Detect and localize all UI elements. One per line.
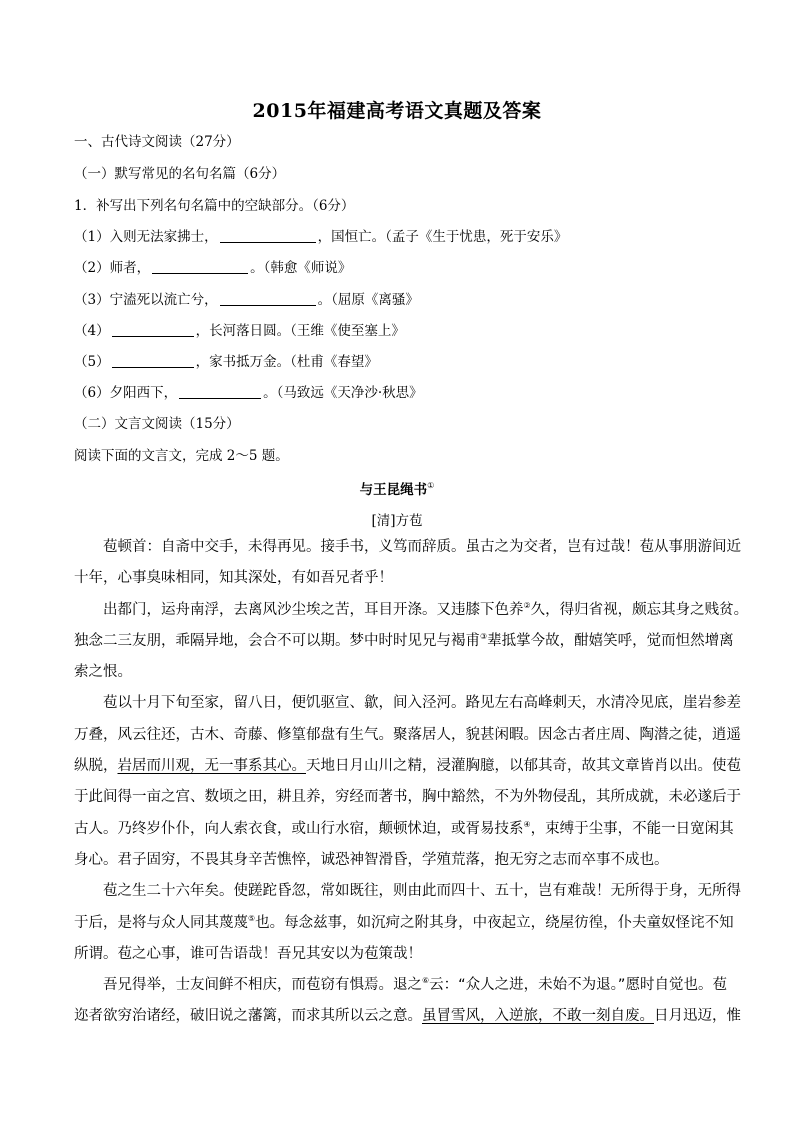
answer-blank[interactable]: [220, 291, 316, 306]
passage-title-text: 与王昆绳书: [359, 482, 428, 498]
fill-blank-post: 。（马致远《天净沙·秋思》: [263, 385, 423, 401]
text-segment: 也。每念兹事，如沉疴之附其身，中夜起立，绕屋彷徨，仆夫童奴怪诧不知: [255, 914, 734, 931]
fill-blank-post: 。（屈原《离骚》: [317, 292, 419, 308]
text-line: [74, 970, 727, 1001]
fill-blank-pre: （3）宁溘死以流亡兮，: [74, 292, 218, 308]
text-segment: 出都门，运舟南浮，去离风沙尘埃之苦，耳目开涤。又违膝下色养: [103, 601, 524, 618]
text-segment: 吾兄得举，士友间鲜不相庆，而苞窃有惧焉。退之: [103, 977, 422, 994]
text-segment: 日月迅迈，惟: [654, 1008, 741, 1025]
fill-blank-line: [74, 321, 405, 341]
fill-blank-post: ，长河落日圆。（王维《使至塞上》: [195, 323, 405, 339]
footnote-marker: ②: [523, 600, 531, 610]
fill-blank-pre: （4）: [74, 323, 110, 339]
text-segment: 久，得归省视，颇忘其身之贱贫。: [530, 601, 749, 618]
fill-blank-line: [74, 290, 419, 310]
text-segment: 于后，是将与众人同其蔑蔑: [74, 914, 248, 931]
text-line: [74, 595, 749, 626]
fill-blank-line: [74, 258, 351, 278]
text-line: [74, 626, 734, 657]
text-line: [74, 751, 741, 782]
answer-blank[interactable]: [220, 228, 316, 243]
answer-blank[interactable]: [179, 384, 261, 399]
answer-blank[interactable]: [112, 353, 194, 368]
text-segment: 纵脱，: [74, 758, 118, 775]
text-segment: 辈抵掌今故，酣嬉笑呼，觉而怛然增离: [487, 632, 734, 649]
underlined-sentence: 虽冒雪风，入逆旅，不敢一刻自废。: [422, 1008, 654, 1025]
question-1: 1．补写出下列名句名篇中的空缺部分。（6分）: [74, 198, 355, 214]
passage-body: [74, 532, 749, 1033]
passage-author: [清]方苞: [371, 513, 423, 529]
text-line: 苞之生二十六年矣。使蹉跎昏忽，常如既往，则由此而四十、五十，岂有难哉！无所得于身，无所得: [103, 883, 741, 900]
footnote-marker: ①: [427, 481, 435, 490]
answer-blank[interactable]: [152, 259, 248, 274]
text-segment: 迩者欲穷治诸经，破旧说之藩篱，而求其所以云之意。: [74, 1008, 422, 1025]
footnote-marker: ⑤: [248, 913, 256, 923]
section-heading: 一、古代诗文阅读（27分）: [74, 134, 240, 150]
text-segment: 独念二三友朋，乖隔异地，会合不可以期。梦中时时见兄与褐甫: [74, 632, 480, 649]
fill-blank-pre: （1）入则无法家拂士，: [74, 229, 218, 245]
text-line: 苞以十月下旬至家，留八日，便饥驱宣、歙，间入泾河。路见左右高峰刺天，水清冷见底，崖岩参差: [103, 695, 741, 712]
text-segment: ，束缚于尘事，不能一日宽闲其: [530, 820, 734, 837]
footnote-marker: ④: [523, 819, 531, 829]
text-line: [74, 908, 734, 939]
text-line: 十年，心事臭味相同，知其深处，有如吾兄者乎！: [74, 570, 393, 587]
text-line: 于此间得一亩之宫、数顷之田，耕且养，穷经而著书，胸中豁然，不为外物侵乱，其所成就，未必遂后于: [74, 789, 741, 806]
text-segment: 古人。乃终岁仆仆，向人索衣食，或山行水宿，颠顿怵迫，或胥易技系: [74, 820, 524, 837]
subsection-heading: （二）文言文阅读（15分）: [74, 416, 240, 432]
fill-blank-line: [74, 227, 567, 247]
page-title: 2015年福建高考语文真题及答案: [252, 100, 542, 122]
underlined-sentence: 岩居而川观，无一事系其心。: [117, 758, 306, 775]
text-line: 万叠，风云往还，古木、奇藤、修篁郁盘有生气。聚落居人，貌甚闲暇。因念古者庄周、陶潜之徒，逍遥: [74, 726, 741, 743]
text-line: 索之恨。: [74, 664, 132, 681]
text-line: [74, 814, 734, 845]
instructions: 阅读下面的文言文，完成 2～5 题。: [74, 448, 289, 464]
fill-blank-pre: （5）: [74, 354, 110, 370]
fill-blank-line: [74, 352, 378, 372]
fill-blank-post: ，家书抵万金。（杜甫《春望》: [195, 354, 378, 370]
fill-blank-post: ，国恒亡。（孟子《生于忧患，死于安乐》: [317, 229, 568, 245]
text-line: [74, 1001, 741, 1032]
text-segment: 天地日月山川之精，浸灌胸臆，以郁其奇，故其文章皆肖以出。使苞: [306, 758, 741, 775]
text-line: 苞顿首：自斋中交手，未得再见。接手书，义笃而辞质。虽古之为交者，岂有过哉！苞从事朋游间近: [103, 539, 741, 555]
footnote-marker: ③: [480, 631, 488, 641]
fill-blank-line: [74, 383, 423, 403]
footnote-marker: ⑥: [422, 976, 430, 986]
text-line: 所谓。苞之心事，谁可告语哉！吾兄其安以为苞策哉！: [74, 945, 422, 962]
fill-blank-pre: （2）师者，: [74, 260, 151, 276]
answer-blank[interactable]: [112, 322, 194, 337]
text-segment: 云：“众人之进，未始不为退。”愿时自觉也。苞: [429, 977, 727, 994]
fill-blank-pre: （6）夕阳西下，: [74, 385, 178, 401]
fill-blank-post: 。（韩愈《师说》: [250, 260, 352, 276]
text-line: 身心。君子固穷，不畏其身辛苦憔悴，诚恐神智滑昏，学殖荒落，抱无穷之志而卒事不成也。: [74, 851, 669, 868]
subsection-heading: （一）默写常见的名句名篇（6分）: [74, 166, 286, 182]
passage-title: [0, 478, 794, 498]
